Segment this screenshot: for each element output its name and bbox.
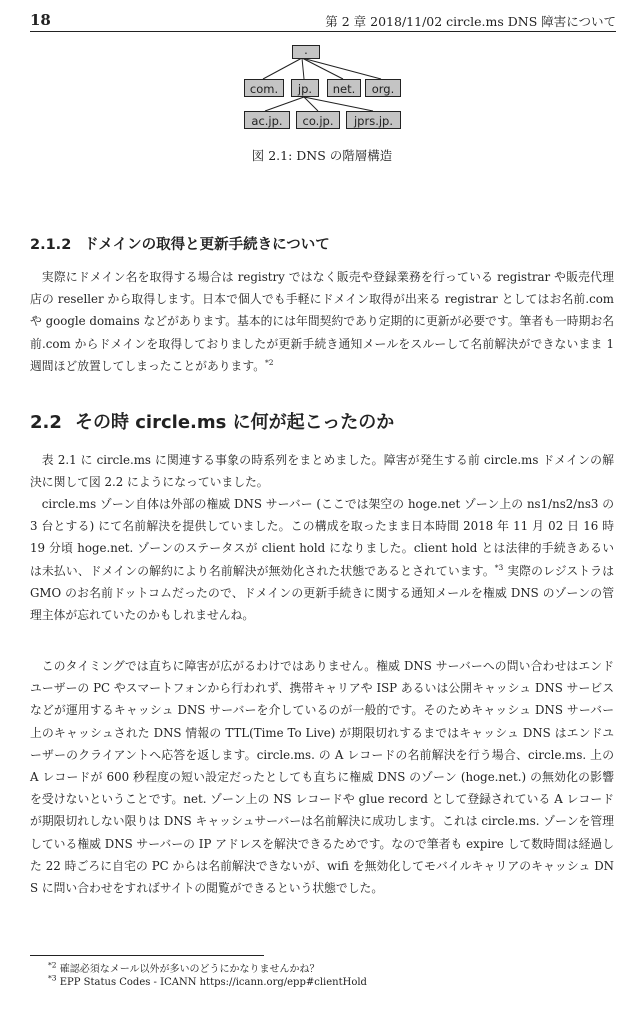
- page-number: 18: [30, 11, 51, 29]
- paragraph: [30, 266, 614, 377]
- section-heading-2-1-2: [30, 233, 330, 254]
- dns-node-ac-jp: ac.jp.: [244, 111, 290, 129]
- paragraph-text: 実際のレジストラは GMO のお名前ドットコムだったので、ドメインの更新手続きに関する通知メールを権威 DNS のゾーンの管理主体が忘れていたのかもしれませんね。: [30, 563, 614, 623]
- paragraph-text: 実際にドメイン名を取得する場合は registry ではなく販売や登録業務を行っている registrar や販売代理店の reseller から取得します。日本で個人でも手軽にドメイン取得が出来る registrar としてはお名前.com や google domains などがあります。基本的には年間契約であり定期的に更新が必要です。筆者も一時期お名前.com からドメインを取得しておりましたが更新手続き通知メールをスルーして名前解決ができないまま 1 週間ほど放置してしまったことがあります。: [30, 270, 614, 373]
- paragraph: [30, 493, 614, 626]
- paragraph: このタイミングでは直ちに障害が広がるわけではありません。権威 DNS サーバーへの問い合わせはエンドユーザーの PC やスマートフォンから行われず、携帯キャリアや ISP あるいは公開キャッシュ DNS サービスなどが運用するキャッシュ DNS サーバーを介しているのが一般的です。そのためキャッシュ DNS サーバー上のキャッシュされた DNS 情報の TTL(Time To Live) が期限切れするまではキャッシュ DNS はエンドユーザーのクライアントへ応答を返します。circle.ms. の A レコードの名前解決を行う場合、circle.ms. 上の A レコードが 600 秒程度の短い設定だったとしても直ちに権威 DNS のゾーン (hoge.net.) の無効化の影響を受けないということです。net. ゾーン上の NS レコードや glue record として登録されている A レコードが期限切れしない限りは DNS キャッシュサーバーは名前解決に成功します。これは circle.ms. ゾーンを管理している権威 DNS サーバーの IP アドレスを解決できるためです。なので筆者も expire して数時間は経過した 22 時ごろに自宅の PC からは名前解決できないが、wifi を無効化してモバイルキャリアのキャッシュ DNS に問い合わせをすればサイトの閲覧ができるという状態でした。: [30, 659, 614, 896]
- paragraph-text: circle.ms ゾーン自体は外部の権威 DNS サーバー (ここでは架空の hoge.net ゾーン上の ns1/ns2/ns3 の 3 台とする) にて名前解決を提供していました。この構成を取ったまま日本時間 2018 年 11 月 02 日 16 時 19 分頃 hoge.net. ゾーンのステータスが client hold になりました。client hold とは法律的手続きあるいは未払い、ドメインの解約により名前解決が無効化された状態であるとされています。: [30, 497, 614, 578]
- footnote-ref: *2: [265, 357, 274, 367]
- footnote-mark: *3: [48, 973, 57, 983]
- footnote-rule: [30, 955, 264, 956]
- footnote-text: 確認必須なメール以外が多いのどうにかなりませんかね？: [59, 964, 320, 975]
- section-number: 2.2: [30, 412, 62, 433]
- dns-node-net: net.: [327, 79, 361, 97]
- footnote: [48, 973, 367, 988]
- section-title: ドメインの取得と更新手続きについて: [84, 237, 330, 253]
- dns-root-node: .: [292, 45, 320, 59]
- footnote-mark: *2: [48, 960, 57, 970]
- dns-node-jprs-jp: jprs.jp.: [346, 111, 401, 129]
- section-title: その時 circle.ms に何が起こったのか: [75, 412, 395, 433]
- dns-node-org: org.: [365, 79, 401, 97]
- footnote-ref: *3: [494, 562, 504, 572]
- section-heading-2-2: [30, 408, 394, 434]
- figure-caption: 図 2.1: DNS の階層構造: [251, 148, 393, 163]
- running-title: 第 2 章 2018/11/02 circle.ms DNS 障害について: [325, 14, 616, 29]
- footnote-text: EPP Status Codes - ICANN https://icann.org/epp#clientHold: [59, 977, 367, 988]
- paragraph: 表 2.1 に circle.ms に関連する事象の時系列をまとめました。障害が発生する前 circle.ms ドメインの解決に関して図 2.2 にようになっていました。: [30, 453, 614, 490]
- dns-node-jp: jp.: [291, 79, 319, 97]
- dns-node-com: com.: [244, 79, 284, 97]
- section-number: 2.1.2: [30, 237, 72, 253]
- dns-node-co-jp: co.jp.: [296, 111, 340, 129]
- footnote: [48, 960, 320, 975]
